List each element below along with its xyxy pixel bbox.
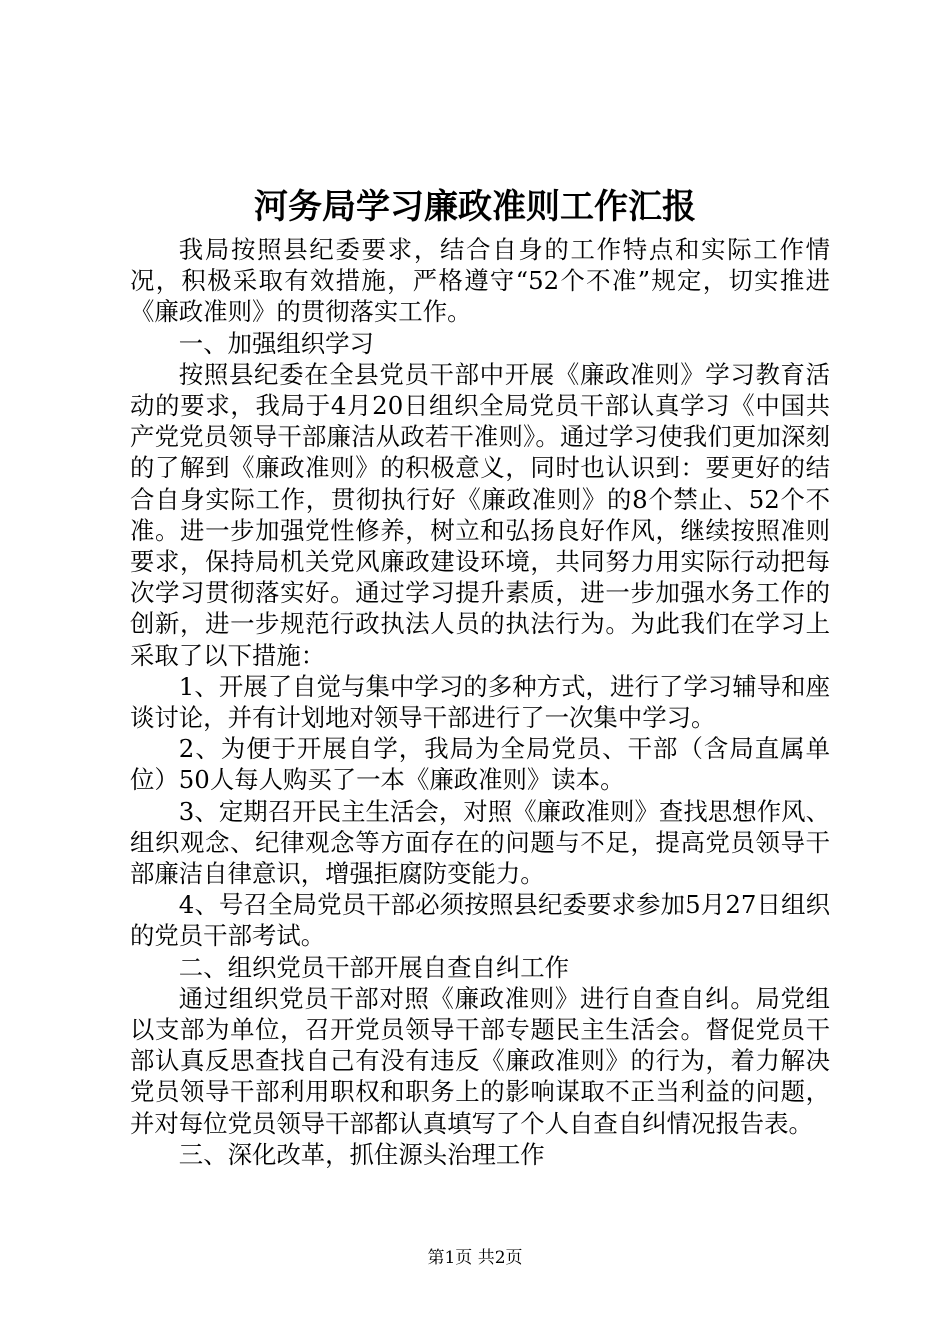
document-body	[130, 234, 830, 1170]
measure-item-2: 2、为便于开展自学，我局为全局党员、干部（含局直属单位）50人每人购买了一本《廉政准则》读本。	[130, 734, 830, 795]
section-2-paragraph: 通过组织党员干部对照《廉政准则》进行自查自纠。局党组以支部为单位，召开党员领导干部专题民主生活会。督促党员干部认真反思查找自己有没有违反《廉政准则》的行为，着力解决党员领导干部利用职权和职务上的影响谋取不正当利益的问题，并对每位党员领导干部都认真填写了个人自查自纠情况报告表。	[130, 983, 830, 1138]
section-heading-2: 二、组织党员干部开展自查自纠工作	[178, 952, 570, 982]
section-heading-1: 一、加强组织学习	[178, 328, 374, 358]
measure-item-1: 1、开展了自觉与集中学习的多种方式，进行了学习辅导和座谈讨论，并有计划地对领导干部进行了一次集中学习。	[130, 671, 830, 733]
document-title: 河务局学习廉政准则工作汇报	[254, 187, 696, 227]
page-footer: 第1页 共2页	[427, 1248, 523, 1268]
measure-item-3: 3、定期召开民主生活会，对照《廉政准则》查找思想作风、组织观念、纪律观念等方面存在的问题与不足，提高党员领导干部廉洁自律意识，增强拒腐防变能力。	[130, 796, 830, 889]
section-heading-3: 三、深化改革，抓住源头治理工作	[178, 1139, 545, 1169]
measure-item-4: 4、号召全局党员干部必须按照县纪委要求参加5月27日组织的党员干部考试。	[130, 890, 830, 951]
section-1-paragraph: 按照县纪委在全县党员干部中开展《廉政准则》学习教育活动的要求，我局于4月20日组织全局党员干部认真学习《中国共产党党员领导干部廉洁从政若干准则》。通过学习使我们更加深刻的了解到《廉政准则》的积极意义，同时也认识到：要更好的结合自身实际工作，贯彻执行好《廉政准则》的8个禁止、52个不准。进一步加强党性修养，树立和弘扬良好作风，继续按照准则要求，保持局机关党风廉政建设环境，共同努力用实际行动把每次学习贯彻落实好。通过学习提升素质，进一步加强水务工作的创新，进一步规范行政执法人员的执法行为。为此我们在学习上采取了以下措施：	[130, 359, 830, 670]
intro-paragraph: 我局按照县纪委要求，结合自身的工作特点和实际工作情况，积极采取有效措施，严格遵守“52个不准”规定，切实推进《廉政准则》的贯彻落实工作。	[130, 235, 830, 327]
